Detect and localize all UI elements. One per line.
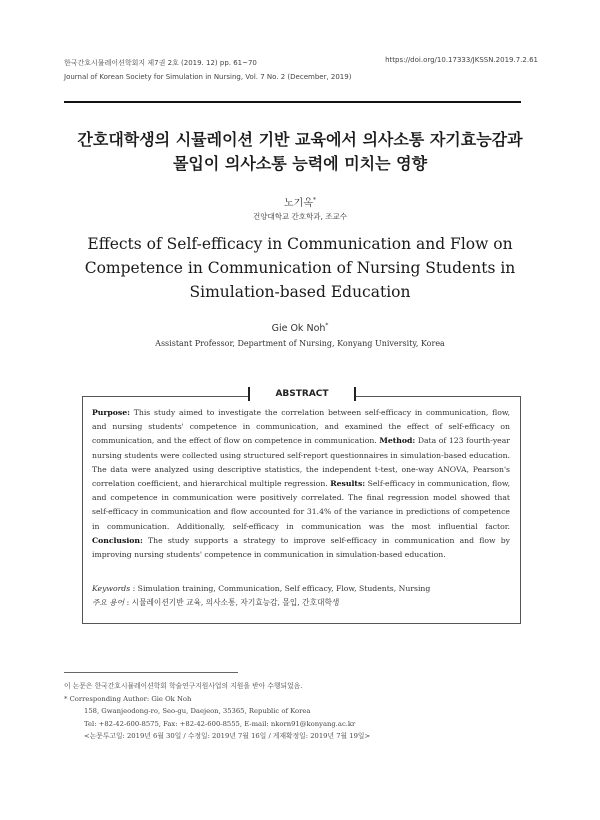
corresponding-name: Gie Ok Noh (151, 694, 192, 703)
english-author-name: Gie Ok Noh (271, 323, 326, 335)
abstract-label: ABSTRACT (275, 389, 329, 399)
keywords-en-list: : Simulation training, Communication, Self efficacy, Flow, Students, Nursing (132, 584, 431, 593)
corresponding-author (64, 693, 370, 706)
keywords-kr-label: 주요 용어 (92, 598, 125, 607)
english-title-line-2: Competence in Communication of Nursing Students in (84, 259, 516, 277)
conclusion-label: Conclusion: (92, 535, 143, 545)
korean-affiliation: 건양대학교 간호학과, 조교수 (252, 212, 348, 221)
method-label: Method: (379, 436, 416, 446)
purpose-label: Purpose: (92, 408, 130, 417)
results-text: Self-efficacy in communication, flow, and competence in communication were positively correlated. The final regression model showed that self-efficacy in communication and flow accounted for 31.4% of the variance in predictions of competence in communication. Additionally, self-efficacy in communication was the most influential factor. (92, 479, 511, 531)
abstract-body (92, 406, 510, 562)
footnote-rule (64, 672, 238, 673)
korean-title (0, 128, 600, 176)
footnotes (64, 680, 370, 743)
header-rule (64, 101, 521, 103)
abstract-heading-bar-left (248, 387, 250, 401)
corresponding-address: 158, Gwanjeodong-ro, Seo-gu, Daejeon, 35365, Republic of Korea (84, 707, 311, 715)
journal-header (64, 56, 351, 84)
keywords-en (92, 582, 510, 596)
english-title-line-3: Simulation-based Education (189, 283, 411, 301)
corresponding-mark: * (64, 694, 68, 703)
conclusion-text: The study supports a strategy to improve self-efficacy in communication and flow by improving nursing students' competence in communication in simulation-based education. (92, 535, 510, 560)
english-title (60, 232, 540, 304)
english-author (0, 322, 600, 334)
doi-link[interactable]: https://doi.org/10.17333/JKSSN.2019.7.2.61 (385, 56, 538, 64)
keywords-en-label: Keywords (92, 584, 131, 593)
journal-name-kr: 한국간호시뮬레이션학회지 제7권 2호 (2019. 12) pp. 61~70 (64, 59, 257, 67)
submission-dates: <논문투고일: 2019년 6월 30일 / 수정일: 2019년 7월 16일 / 게재확정일: 2019년 7월 19일> (84, 732, 371, 740)
korean-author-name: 노기옥 (284, 198, 313, 209)
corresponding-contact: Tel: +82-42-600-8575, Fax: +82-42-600-8555, E-mail: nkorn91@konyang.ac.kr (84, 719, 356, 728)
author-mark-en: * (325, 322, 329, 329)
abstract-heading-bar-right (354, 387, 356, 401)
english-title-line-1: Effects of Self-efficacy in Communication and Flow on (87, 235, 513, 253)
journal-name-en: Journal of Korean Society for Simulation in Nursing, Vol. 7 No. 2 (December, 2019) (64, 73, 352, 81)
korean-author (0, 194, 600, 209)
keywords-kr-list: : 시뮬레이션기반 교육, 의사소통, 자기효능감, 몰입, 간호대학생 (126, 598, 340, 607)
corresponding-label: Corresponding Author: (69, 694, 150, 703)
keywords (92, 582, 510, 610)
korean-title-line-1: 간호대학생의 시뮬레이션 기반 교육에서 의사소통 자기효능감과 (77, 130, 523, 149)
results-label: Results: (330, 479, 366, 489)
method-text: Data of 123 fourth-year nursing students were collected using structured self-report questionnaires in simulation-based education. The data were analyzed using descriptive statistics, the independent t-test, one-way ANOVA, Pearson's correlation coefficient, and hierarchical multiple regression. (92, 436, 510, 489)
abstract-heading (248, 386, 356, 404)
english-affiliation: Assistant Professor, Department of Nursing, Konyang University, Korea (155, 339, 445, 348)
keywords-kr (92, 596, 510, 610)
korean-title-line-2: 몰입이 의사소통 능력에 미치는 영향 (172, 154, 428, 173)
author-mark: * (312, 196, 316, 204)
purpose-text: This study aimed to investigate the correlation between self-efficacy in communication, flow, and nursing students' competence in communication, and examined the effect of self-efficacy on communication, and the effect of flow on competence in communication. (92, 408, 510, 446)
funding-note: 이 논문은 한국간호시뮬레이션학회 학술연구지원사업의 지원을 받아 수행되었음. (64, 682, 303, 690)
